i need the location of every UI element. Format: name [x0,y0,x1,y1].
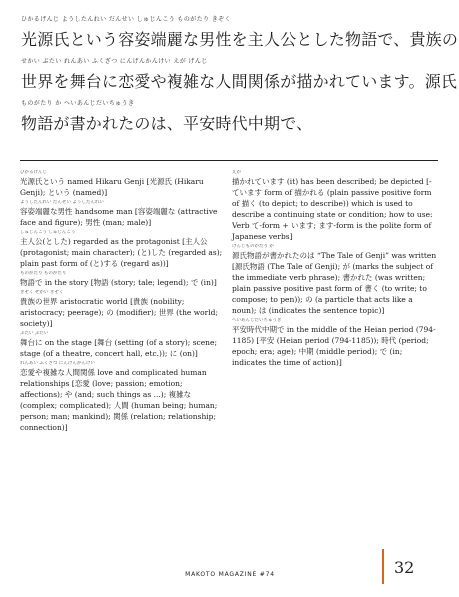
glossary-entry [232,170,438,242]
furigana: せかい ぶたい れんあい ふくざつ にんげんかんけい えが げんじ [21,58,208,65]
passage-line-1 [21,14,459,56]
entry-furigana: げんじものがたり か [232,244,274,249]
passage-text: 物語が書かれたのは、平安時代中期で、 [21,114,313,133]
glossary-entry [232,318,438,368]
entry-furigana: ようしたんれい だんせい ようしたんれい [20,200,104,205]
entry-text: 貴族の世界 aristocratic world [貴族 (nobility; aristocracy; peerage); の (modifier); 世界 (the world; society)] [20,297,218,328]
passage-text: 光源氏という容姿端麗な男性を主人公とした物語で、貴族の [21,30,459,49]
entry-furigana: ひかるげんじ [20,170,47,175]
entry-furigana: ぶたい ぶたい [20,331,49,336]
accent-bar [382,549,384,584]
glossary-entry [20,230,223,269]
entry-text: 恋愛や複雑な人間関係 love and complicated human relationships [恋愛 (love; passion; emotion; affections); や (and; such things as ...); 複雑な (complex; complicated); 人間 (human being; human; person; man; mankind); 関係 (relation; relationship; connection)] [20,368,218,432]
furigana: ひかるげんじ ようしたんれい だんせい しゅじんこう ものがたり きぞく [21,16,231,23]
glossary-entry [20,331,223,359]
page-number: 32 [394,558,415,577]
glossary-entry [20,361,223,433]
entry-text: 平安時代中期で in the middle of the Heian period (794-1185) [平安 (Heian period (794-1185)); 時代 (period; epoch; era; age); 中期 (middle period); で (in; indicates the time of action)] [232,325,436,367]
entry-furigana: えが [232,170,241,175]
magazine-footer: MAKOTO MAGAZINE #74 [185,571,275,578]
entry-text: 源氏物語が書かれたのは “The Tale of Genji” was written [源氏物語 (The Tale of Genji); が (marks the subject of the immediate verb phrase); 書かれた (was written; plain passive positive past form of 書く (to write; to compose; to pen)); の (a particle that acts like a noun); は (indicates the sentence topic)] [232,251,437,315]
glossary-entry [232,244,438,316]
entry-furigana: ものがたり ものがたり [20,271,67,276]
entry-furigana: れんあい ふくざつ にんげんかんけい [20,361,95,366]
furigana: ものがたり か へいあんじだいちゅうき [21,100,135,107]
entry-text: 物語で in the story [物語 (story; tale; legend); で (in)] [20,278,217,287]
entry-text: 主人公(とした) regarded as the protagonist [主人公 (protagonist; main character); (と)した (regarded as); plain past form of (と)する (regard as))] [20,237,223,268]
entry-furigana: しゅじんこう しゅじんこう [20,230,76,235]
entry-text: 光源氏という named Hikaru Genji [光源氏 (Hikaru Genji); という (named)] [20,177,204,197]
glossary-entry [20,170,223,198]
passage-line-3 [21,98,441,140]
glossary-entry [20,290,223,329]
glossary-entry [20,271,223,288]
passage-text: 世界を舞台に恋愛や複雑な人間関係が描かれています。源氏 [21,72,458,91]
entry-text: 容姿端麗な男性 handsome man [容姿端麗な (attractive face and figure); 男性 (man; male)] [20,207,218,227]
entry-text: 舞台に on the stage [舞台 (setting (of a story); scene; stage (of a theatre, concert hall, etc.)); に (on)] [20,338,217,358]
glossary-column-left [20,170,223,435]
entry-text: 描かれています (it) has been described; be depicted [-ています form of 描かれる (plain passive positive form of 描く (to depict; to describe)) which is used to describe a continuing state or condition; how to use: Verb て-form + います; ます-form is the polite form of Japanese verbs] [232,177,433,241]
passage-line-2 [21,56,458,98]
entry-furigana: へいあんじだいちゅうき [232,318,282,323]
section-divider [20,160,438,161]
glossary-column-right [232,170,438,370]
glossary-entry [20,200,223,228]
japanese-passage [21,14,459,140]
entry-furigana: きぞく せかい きぞく [20,290,64,295]
